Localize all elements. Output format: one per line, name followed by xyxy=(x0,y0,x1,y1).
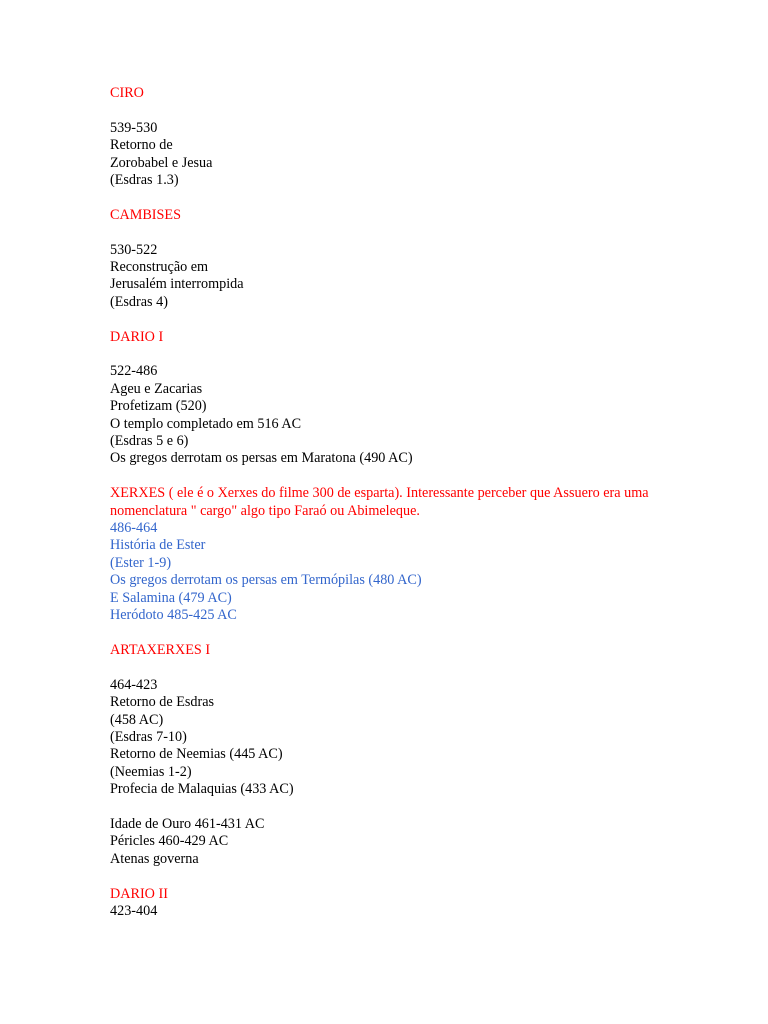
artaxerxes-i-extra-line: Péricles 460-429 AC xyxy=(110,833,229,850)
spacer xyxy=(110,659,710,676)
ciro-line: Retorno de xyxy=(110,137,173,154)
dario-i-line: 522-486 xyxy=(110,363,158,380)
ciro-line: 539-530 xyxy=(110,119,158,136)
dario-i-line: Profetizam (520) xyxy=(110,398,207,415)
dario-i-line: Os gregos derrotam os persas em Maratona (490 AC) xyxy=(110,450,413,467)
spacer xyxy=(110,468,710,485)
section-heading-artaxerxes-i: ARTAXERXES I xyxy=(110,641,211,658)
document-page xyxy=(110,85,710,920)
cambises-line: (Esdras 4) xyxy=(110,293,168,310)
artaxerxes-i-extra-line: Idade de Ouro 461-431 AC xyxy=(110,815,265,832)
spacer xyxy=(110,311,710,328)
xerxes-line: História de Ester xyxy=(110,537,206,554)
spacer xyxy=(110,224,710,241)
spacer xyxy=(110,799,710,816)
xerxes-line: Os gregos derrotam os persas em Termópilas (480 AC) xyxy=(110,572,422,589)
artaxerxes-i-line: 464-423 xyxy=(110,676,158,693)
xerxes-line: (Ester 1-9) xyxy=(110,554,172,571)
xerxes-line: Heródoto 485-425 AC xyxy=(110,607,237,624)
section-heading-cambises: CAMBISES xyxy=(110,206,181,223)
artaxerxes-i-line: (458 AC) xyxy=(110,711,164,728)
artaxerxes-i-line: Retorno de Neemias (445 AC) xyxy=(110,746,283,763)
xerxes-line: E Salamina (479 AC) xyxy=(110,589,232,606)
artaxerxes-i-line: (Esdras 7-10) xyxy=(110,728,187,745)
spacer xyxy=(110,625,710,642)
dario-ii-line: 423-404 xyxy=(110,902,158,919)
dario-i-line: Ageu e Zacarias xyxy=(110,380,203,397)
ciro-line: Zorobabel e Jesua xyxy=(110,154,213,171)
cambises-line: Reconstrução em xyxy=(110,259,209,276)
cambises-line: 530-522 xyxy=(110,241,158,258)
spacer xyxy=(110,346,710,363)
artaxerxes-i-extra-line: Atenas governa xyxy=(110,850,199,867)
artaxerxes-i-line: Profecia de Malaquias (433 AC) xyxy=(110,781,294,798)
cambises-line: Jerusalém interrompida xyxy=(110,276,244,293)
xerxes-line: 486-464 xyxy=(110,520,158,537)
artaxerxes-i-line: (Neemias 1-2) xyxy=(110,763,192,780)
ciro-line: (Esdras 1.3) xyxy=(110,172,179,189)
section-heading-ciro: CIRO xyxy=(110,85,144,101)
spacer xyxy=(110,102,710,119)
artaxerxes-i-line: Retorno de Esdras xyxy=(110,694,215,711)
spacer xyxy=(110,189,710,206)
spacer xyxy=(110,868,710,885)
section-heading-dario-ii: DARIO II xyxy=(110,885,168,902)
section-heading-dario-i: DARIO I xyxy=(110,328,164,345)
dario-i-line: (Esdras 5 e 6) xyxy=(110,433,189,450)
dario-i-line: O templo completado em 516 AC xyxy=(110,415,302,432)
section-heading-xerxes: XERXES ( ele é o Xerxes do filme 300 de esparta). Interessante perceber que Assuero era uma nomenclatura " cargo" algo tipo Faraó ou Abimeleque. xyxy=(110,485,649,519)
